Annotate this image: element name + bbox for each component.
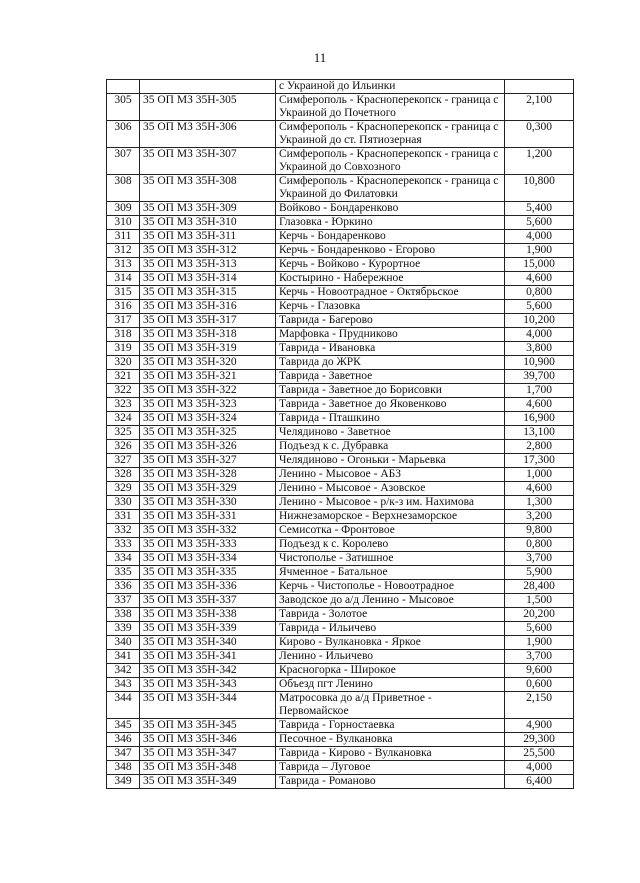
road-name-cell: Заводское до а/д Ленино - Мысовое <box>276 594 505 608</box>
table-row <box>107 384 574 398</box>
table-row <box>107 678 574 692</box>
table-row <box>107 496 574 510</box>
table-row <box>107 636 574 650</box>
road-name-cell: Симферополь - Красноперекопск - граница с Украиной до Филатовки <box>276 175 505 202</box>
road-code-cell: 35 ОП МЗ 35Н-321 <box>140 370 276 384</box>
road-code-cell: 35 ОП МЗ 35Н-338 <box>140 608 276 622</box>
table-row <box>107 538 574 552</box>
road-name-cell: Красногорка - Широкое <box>276 664 505 678</box>
table-row <box>107 121 574 148</box>
row-number-cell: 323 <box>107 398 140 412</box>
table-row <box>107 566 574 580</box>
road-code-cell: 35 ОП МЗ 35Н-332 <box>140 524 276 538</box>
table-row <box>107 747 574 761</box>
road-table-body <box>107 80 574 789</box>
road-code-cell: 35 ОП МЗ 35Н-331 <box>140 510 276 524</box>
road-name-cell: Подъезд к с. Дубравка <box>276 440 505 454</box>
road-name-cell: Керчь - Бондаренково - Егорово <box>276 244 505 258</box>
road-name-cell: Челядиново - Заветное <box>276 426 505 440</box>
road-code-cell: 35 ОП МЗ 35Н-320 <box>140 356 276 370</box>
road-code-cell: 35 ОП МЗ 35Н-341 <box>140 650 276 664</box>
road-length-cell: 0,800 <box>505 286 574 300</box>
road-code-cell: 35 ОП МЗ 35Н-345 <box>140 719 276 733</box>
road-code-cell: 35 ОП МЗ 35Н-323 <box>140 398 276 412</box>
table-row <box>107 524 574 538</box>
road-name-cell: Ленино - Ильичево <box>276 650 505 664</box>
table-row <box>107 412 574 426</box>
road-code-cell: 35 ОП МЗ 35Н-336 <box>140 580 276 594</box>
road-length-cell: 5,600 <box>505 300 574 314</box>
table-row <box>107 440 574 454</box>
table-row <box>107 761 574 775</box>
road-length-cell: 5,600 <box>505 622 574 636</box>
table-row <box>107 300 574 314</box>
road-code-cell: 35 ОП МЗ 35Н-314 <box>140 272 276 286</box>
table-row <box>107 258 574 272</box>
road-length-cell: 10,900 <box>505 356 574 370</box>
road-code-cell: 35 ОП МЗ 35Н-306 <box>140 121 276 148</box>
road-length-cell: 9,600 <box>505 664 574 678</box>
table-row <box>107 94 574 121</box>
road-code-cell: 35 ОП МЗ 35Н-337 <box>140 594 276 608</box>
road-name-cell: Симферополь - Красноперекопск - граница с Украиной до Совхозного <box>276 148 505 175</box>
table-row <box>107 775 574 789</box>
table-row <box>107 272 574 286</box>
table-row <box>107 286 574 300</box>
row-number-cell: 347 <box>107 747 140 761</box>
road-code-cell: 35 ОП МЗ 35Н-344 <box>140 692 276 719</box>
road-code-cell: 35 ОП МЗ 35Н-329 <box>140 482 276 496</box>
row-number-cell: 346 <box>107 733 140 747</box>
road-length-cell: 4,600 <box>505 398 574 412</box>
table-row <box>107 454 574 468</box>
table-row <box>107 664 574 678</box>
road-code-cell: 35 ОП МЗ 35Н-318 <box>140 328 276 342</box>
road-code-cell: 35 ОП МЗ 35Н-328 <box>140 468 276 482</box>
row-number-cell: 327 <box>107 454 140 468</box>
road-code-cell: 35 ОП МЗ 35Н-327 <box>140 454 276 468</box>
road-length-cell: 0,300 <box>505 121 574 148</box>
road-code-cell: 35 ОП МЗ 35Н-315 <box>140 286 276 300</box>
table-row <box>107 148 574 175</box>
row-number-cell: 339 <box>107 622 140 636</box>
road-name-cell: Керчь - Новоотрадное - Октябрьское <box>276 286 505 300</box>
road-length-cell: 28,400 <box>505 580 574 594</box>
road-name-cell: Симферополь - Красноперекопск - граница с Украиной до Почетного <box>276 94 505 121</box>
table-row <box>107 552 574 566</box>
road-length-cell: 1,900 <box>505 636 574 650</box>
road-name-cell: Таврида - Заветное до Борисовки <box>276 384 505 398</box>
row-number-cell: 310 <box>107 216 140 230</box>
table-row <box>107 622 574 636</box>
road-length-cell: 3,200 <box>505 510 574 524</box>
row-number-cell: 343 <box>107 678 140 692</box>
road-length-cell: 4,000 <box>505 761 574 775</box>
road-length-cell: 2,100 <box>505 94 574 121</box>
road-length-cell: 5,600 <box>505 216 574 230</box>
road-name-cell: Кирово - Вулкановка - Яркое <box>276 636 505 650</box>
road-name-cell: Таврида - Романово <box>276 775 505 789</box>
row-number-cell: 319 <box>107 342 140 356</box>
road-code-cell: 35 ОП МЗ 35Н-319 <box>140 342 276 356</box>
table-row <box>107 510 574 524</box>
road-name-cell: с Украиной до Ильинки <box>276 80 505 94</box>
table-row <box>107 175 574 202</box>
row-number-cell: 328 <box>107 468 140 482</box>
road-name-cell: Керчь - Бондаренково <box>276 230 505 244</box>
row-number-cell: 324 <box>107 412 140 426</box>
table-row <box>107 426 574 440</box>
row-number-cell: 337 <box>107 594 140 608</box>
row-number-cell: 309 <box>107 202 140 216</box>
road-length-cell: 0,800 <box>505 538 574 552</box>
row-number-cell: 317 <box>107 314 140 328</box>
road-length-cell: 2,150 <box>505 692 574 719</box>
road-length-cell: 1,300 <box>505 496 574 510</box>
row-number-cell: 314 <box>107 272 140 286</box>
road-length-cell: 0,600 <box>505 678 574 692</box>
row-number-cell: 326 <box>107 440 140 454</box>
road-length-cell: 1,500 <box>505 594 574 608</box>
table-row <box>107 692 574 719</box>
road-name-cell: Таврида - Кирово - Вулкановка <box>276 747 505 761</box>
road-name-cell: Глазовка - Юркино <box>276 216 505 230</box>
road-code-cell <box>140 80 276 94</box>
row-number-cell: 325 <box>107 426 140 440</box>
table-row <box>107 328 574 342</box>
table-row <box>107 650 574 664</box>
road-name-cell: Песочное - Вулкановка <box>276 733 505 747</box>
road-length-cell: 4,600 <box>505 272 574 286</box>
road-length-cell: 1,900 <box>505 244 574 258</box>
row-number-cell: 312 <box>107 244 140 258</box>
row-number-cell: 342 <box>107 664 140 678</box>
road-name-cell: Симферополь - Красноперекопск - граница с Украиной до ст. Пятиозерная <box>276 121 505 148</box>
road-name-cell: Таврида - Пташкино <box>276 412 505 426</box>
row-number-cell: 305 <box>107 94 140 121</box>
road-name-cell: Чистополье - Затишное <box>276 552 505 566</box>
road-code-cell: 35 ОП МЗ 35Н-330 <box>140 496 276 510</box>
road-length-cell: 6,400 <box>505 775 574 789</box>
row-number-cell: 307 <box>107 148 140 175</box>
row-number-cell: 331 <box>107 510 140 524</box>
road-length-cell: 1,200 <box>505 148 574 175</box>
row-number-cell: 313 <box>107 258 140 272</box>
road-length-cell: 5,900 <box>505 566 574 580</box>
road-name-cell: Семисотка - Фронтовое <box>276 524 505 538</box>
road-name-cell: Таврида - Золотое <box>276 608 505 622</box>
row-number-cell: 320 <box>107 356 140 370</box>
table-row <box>107 580 574 594</box>
road-code-cell: 35 ОП МЗ 35Н-343 <box>140 678 276 692</box>
row-number-cell: 333 <box>107 538 140 552</box>
road-length-cell <box>505 80 574 94</box>
road-code-cell: 35 ОП МЗ 35Н-349 <box>140 775 276 789</box>
table-row <box>107 202 574 216</box>
road-code-cell: 35 ОП МЗ 35Н-339 <box>140 622 276 636</box>
row-number-cell: 336 <box>107 580 140 594</box>
table-row <box>107 370 574 384</box>
road-code-cell: 35 ОП МЗ 35Н-305 <box>140 94 276 121</box>
road-code-cell: 35 ОП МЗ 35Н-325 <box>140 426 276 440</box>
road-name-cell: Объезд пгт Ленино <box>276 678 505 692</box>
row-number-cell: 341 <box>107 650 140 664</box>
road-name-cell: Керчь - Чистополье - Новоотрадное <box>276 580 505 594</box>
road-length-cell: 17,300 <box>505 454 574 468</box>
road-length-cell: 29,300 <box>505 733 574 747</box>
row-number-cell: 340 <box>107 636 140 650</box>
road-length-cell: 1,000 <box>505 468 574 482</box>
table-row <box>107 356 574 370</box>
road-name-cell: Нижнезаморское - Верхнезаморское <box>276 510 505 524</box>
road-length-cell: 39,700 <box>505 370 574 384</box>
road-code-cell: 35 ОП МЗ 35Н-334 <box>140 552 276 566</box>
table-row <box>107 719 574 733</box>
road-code-cell: 35 ОП МЗ 35Н-312 <box>140 244 276 258</box>
road-length-cell: 2,800 <box>505 440 574 454</box>
row-number-cell: 349 <box>107 775 140 789</box>
row-number-cell: 315 <box>107 286 140 300</box>
road-code-cell: 35 ОП МЗ 35Н-326 <box>140 440 276 454</box>
table-row <box>107 244 574 258</box>
row-number-cell: 322 <box>107 384 140 398</box>
road-name-cell: Таврида - Заветное до Яковенково <box>276 398 505 412</box>
road-name-cell: Таврида – Луговое <box>276 761 505 775</box>
road-length-cell: 4,000 <box>505 328 574 342</box>
page-number: 11 <box>313 50 327 65</box>
road-name-cell: Войково - Бондаренково <box>276 202 505 216</box>
road-length-cell: 3,800 <box>505 342 574 356</box>
road-code-cell: 35 ОП МЗ 35Н-317 <box>140 314 276 328</box>
road-length-cell: 5,400 <box>505 202 574 216</box>
table-row <box>107 608 574 622</box>
road-length-cell: 4,000 <box>505 230 574 244</box>
road-length-cell: 9,800 <box>505 524 574 538</box>
road-length-cell: 15,000 <box>505 258 574 272</box>
road-code-cell: 35 ОП МЗ 35Н-346 <box>140 733 276 747</box>
road-length-cell: 4,900 <box>505 719 574 733</box>
road-length-cell: 16,900 <box>505 412 574 426</box>
road-name-cell: Таврида - Ильичево <box>276 622 505 636</box>
road-length-cell: 3,700 <box>505 552 574 566</box>
road-length-cell: 1,700 <box>505 384 574 398</box>
row-number-cell: 338 <box>107 608 140 622</box>
road-length-cell: 10,200 <box>505 314 574 328</box>
road-length-cell: 10,800 <box>505 175 574 202</box>
road-code-cell: 35 ОП МЗ 35Н-308 <box>140 175 276 202</box>
row-number-cell: 345 <box>107 719 140 733</box>
row-number-cell: 316 <box>107 300 140 314</box>
row-number-cell: 332 <box>107 524 140 538</box>
road-name-cell: Ячменное - Батальное <box>276 566 505 580</box>
row-number-cell: 306 <box>107 121 140 148</box>
table-row <box>107 398 574 412</box>
table-row <box>107 216 574 230</box>
road-code-cell: 35 ОП МЗ 35Н-313 <box>140 258 276 272</box>
road-length-cell: 20,200 <box>505 608 574 622</box>
road-name-cell: Костырино - Набережное <box>276 272 505 286</box>
road-length-cell: 13,100 <box>505 426 574 440</box>
road-code-cell: 35 ОП МЗ 35Н-309 <box>140 202 276 216</box>
road-code-cell: 35 ОП МЗ 35Н-335 <box>140 566 276 580</box>
road-code-cell: 35 ОП МЗ 35Н-316 <box>140 300 276 314</box>
road-name-cell: Ленино - Мысовое - Азовское <box>276 482 505 496</box>
road-name-cell: Ленино - Мысовое - АБЗ <box>276 468 505 482</box>
table-row-continuation <box>107 80 574 94</box>
table-row <box>107 733 574 747</box>
row-number-cell: 330 <box>107 496 140 510</box>
row-number-cell: 308 <box>107 175 140 202</box>
row-number-cell: 318 <box>107 328 140 342</box>
row-number-cell: 321 <box>107 370 140 384</box>
road-name-cell: Подъезд к с. Королево <box>276 538 505 552</box>
road-length-cell: 3,700 <box>505 650 574 664</box>
road-name-cell: Таврида - Заветное <box>276 370 505 384</box>
road-name-cell: Челядиново - Огоньки - Марьевка <box>276 454 505 468</box>
table-row <box>107 594 574 608</box>
road-code-cell: 35 ОП МЗ 35Н-307 <box>140 148 276 175</box>
road-code-cell: 35 ОП МЗ 35Н-347 <box>140 747 276 761</box>
road-name-cell: Ленино - Мысовое - р/к-з им. Нахимова <box>276 496 505 510</box>
row-number-cell: 344 <box>107 692 140 719</box>
road-code-cell: 35 ОП МЗ 35Н-333 <box>140 538 276 552</box>
table-row <box>107 468 574 482</box>
road-table <box>106 79 574 789</box>
road-code-cell: 35 ОП МЗ 35Н-322 <box>140 384 276 398</box>
road-name-cell: Таврида до ЖРК <box>276 356 505 370</box>
table-row <box>107 482 574 496</box>
road-code-cell: 35 ОП МЗ 35Н-342 <box>140 664 276 678</box>
road-name-cell: Керчь - Глазовка <box>276 300 505 314</box>
road-name-cell: Таврида - Горностаевка <box>276 719 505 733</box>
road-code-cell: 35 ОП МЗ 35Н-340 <box>140 636 276 650</box>
row-number-cell: 329 <box>107 482 140 496</box>
table-row <box>107 314 574 328</box>
road-length-cell: 25,500 <box>505 747 574 761</box>
road-code-cell: 35 ОП МЗ 35Н-324 <box>140 412 276 426</box>
table-row <box>107 342 574 356</box>
road-code-cell: 35 ОП МЗ 35Н-310 <box>140 216 276 230</box>
road-name-cell: Таврида - Багерово <box>276 314 505 328</box>
row-number-cell: 334 <box>107 552 140 566</box>
road-name-cell: Матросовка до а/д Приветное - Первомайское <box>276 692 505 719</box>
road-code-cell: 35 ОП МЗ 35Н-311 <box>140 230 276 244</box>
road-name-cell: Марфовка - Прудниково <box>276 328 505 342</box>
table-row <box>107 230 574 244</box>
row-number-cell <box>107 80 140 94</box>
row-number-cell: 311 <box>107 230 140 244</box>
row-number-cell: 348 <box>107 761 140 775</box>
road-name-cell: Керчь - Войково - Курортное <box>276 258 505 272</box>
road-code-cell: 35 ОП МЗ 35Н-348 <box>140 761 276 775</box>
road-name-cell: Таврида - Ивановка <box>276 342 505 356</box>
road-length-cell: 4,600 <box>505 482 574 496</box>
row-number-cell: 335 <box>107 566 140 580</box>
